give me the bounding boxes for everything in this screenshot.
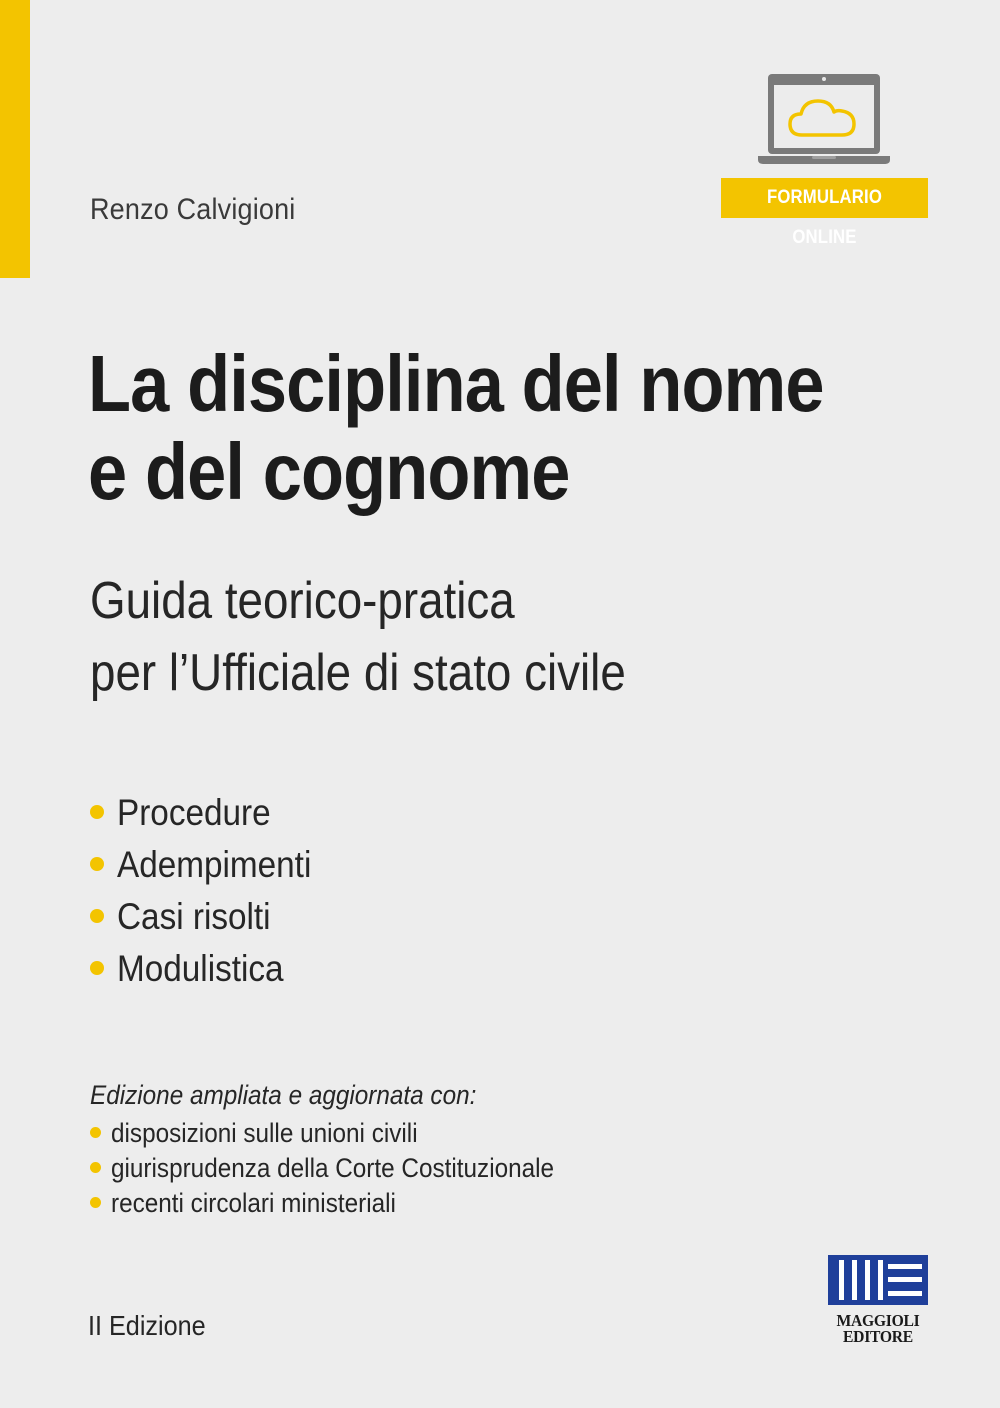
publisher-line-1: MAGGIOLI [836,1311,920,1330]
subtitle-line-1: Guida teorico-pratica [90,572,515,630]
bullet-dot-icon [90,1127,101,1138]
laptop-cloud-icon [758,70,890,166]
list-item: recenti circolari ministeriali [90,1186,603,1221]
book-subtitle [90,565,626,709]
subtitle-line-2: per l’Ufficiale di stato civile [90,644,626,702]
badge-label: FORMULARIO ONLINE [766,187,883,248]
feature-list [90,787,333,995]
title-line-1: La disciplina del nome [88,339,824,428]
title-line-2: e del cognome [88,427,570,516]
update-list [90,1116,603,1221]
edition-intro: Edizione ampliata e aggiornata con: [90,1080,477,1110]
list-item: giurisprudenza della Corte Costituzionale [90,1151,603,1186]
maggioli-logo-icon [828,1255,928,1305]
bullet-dot-icon [90,961,104,975]
bullet-dot-icon [90,909,104,923]
bullet-dot-icon [90,857,104,871]
bullet-dot-icon [90,1162,101,1173]
bullet-dot-icon [90,1197,101,1208]
list-item: disposizioni sulle unioni civili [90,1116,603,1151]
author-name: Renzo Calvigioni [90,193,296,226]
publisher-line-2: EDITORE [843,1327,913,1346]
book-title [88,340,862,516]
list-item: Modulistica [90,943,333,995]
list-item: Adempimenti [90,839,333,891]
edition-label: II Edizione [88,1310,206,1341]
bullet-dot-icon [90,805,104,819]
publisher-logo [828,1255,928,1346]
online-formulary-badge [721,178,928,248]
publisher-name [828,1313,928,1345]
list-item: Procedure [90,787,333,839]
accent-bar [0,0,30,278]
list-item: Casi risolti [90,891,333,943]
